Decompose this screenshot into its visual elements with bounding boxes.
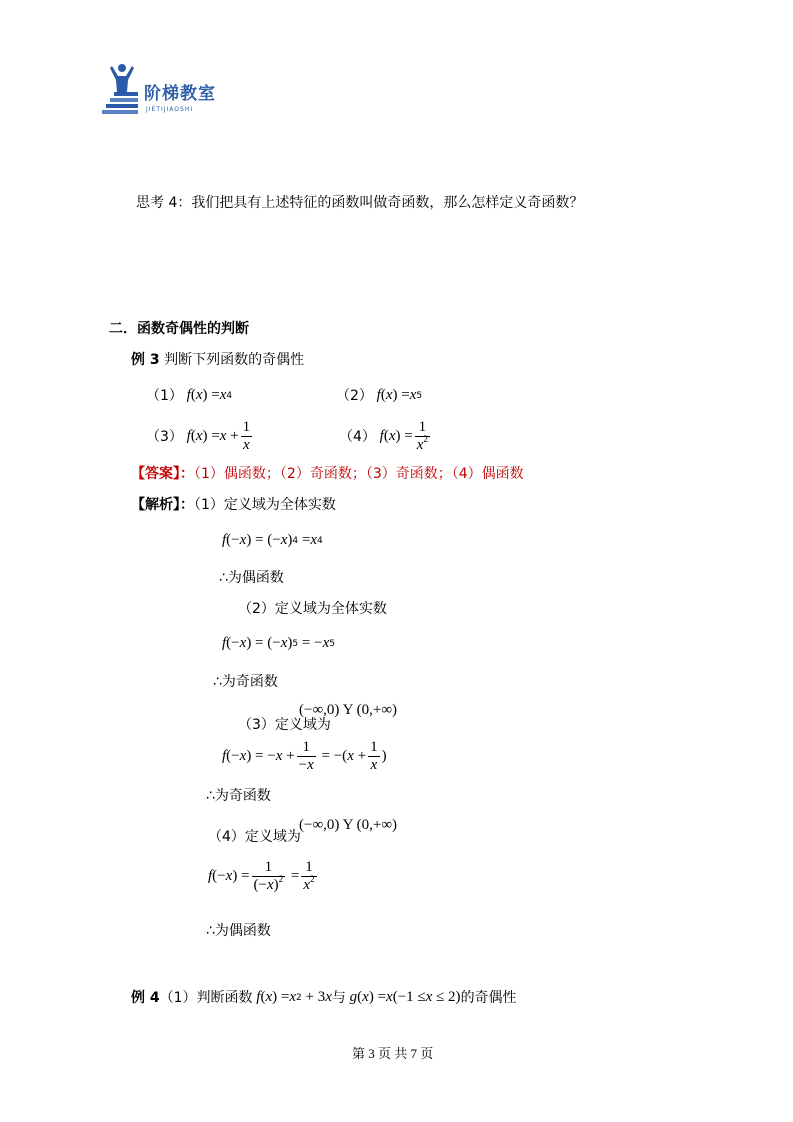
item-4: （4） f ( x ) = $\frac{1}{x^2}$ [339, 419, 428, 453]
analysis-step2: （2）定义域为全体实数 [238, 601, 387, 617]
logo [100, 62, 230, 122]
item-2: （2） f ( x ) = x 5 [336, 387, 423, 404]
conclusion-2: ∴为奇函数 [213, 674, 278, 690]
logo-subtitle: JIETIJIAOSHI [146, 106, 194, 113]
formula-2: f (− x ) = (− x ) 5 = − x 5 [222, 635, 335, 651]
domain-4: (−∞,0) Υ (0,+∞) [299, 817, 398, 833]
conclusion-3: ∴为奇函数 [206, 788, 271, 804]
analysis-line [131, 498, 336, 512]
page-footer: 第 3 页 共 7 页 [352, 1046, 434, 1061]
example3-label: 例 3 [131, 352, 160, 368]
analysis-step3: （3）定义域为 [238, 717, 331, 733]
logo-text: 阶梯教室 [144, 84, 216, 104]
logo-mark [100, 62, 140, 118]
conclusion-1: ∴为偶函数 [219, 570, 284, 586]
domain-3: (−∞,0) Υ (0,+∞) [299, 702, 398, 718]
item-1: （1） f ( x ) = x 4 [146, 387, 233, 404]
conclusion-4: ∴为偶函数 [206, 923, 271, 939]
item-3: （3） f ( x ) = x + $\frac{1}{x}$ [146, 419, 251, 453]
analysis-step4: （4）定义域为 [208, 829, 301, 845]
answer-text: （1）偶函数；（2）奇函数；（3）奇函数；（4）偶函数 [194, 466, 524, 482]
answer-label: 【答案】： [131, 466, 194, 482]
analysis-label: 【解析】： [131, 497, 194, 513]
example4-line: 例 4 （1）判断函数 f ( x ) = x 2 + 3 x 与 g ( x ) = x (−1 ≤ x ≤ 2) 的奇偶性 [131, 989, 517, 1006]
analysis-step1: （1）定义域为全体实数 [194, 497, 336, 513]
example4-label: 例 4 [131, 989, 160, 1006]
section-title: 二．函数奇偶性的判断 [109, 321, 249, 337]
example3-heading [131, 353, 304, 367]
example3-title: 判断下列函数的奇偶性 [164, 352, 305, 368]
formula-4: f (− x ) = $\frac{1}{(-x)^2}$ = $\frac{1}{x^2}$ [208, 859, 315, 893]
example4-suffix: 的奇偶性 [460, 989, 517, 1006]
formula-3: f (− x ) = − x + $\frac{1}{-x}$ = −( x + $\frac{1}{x}$ ) [222, 739, 387, 773]
example4-mid: 与 [331, 989, 346, 1006]
answer-line [131, 467, 524, 481]
example4-prefix: （1）判断函数 [159, 989, 253, 1006]
think4-text: 思考 4：我们把具有上述特征的函数叫做奇函数，那么怎样定义奇函数？ [136, 195, 584, 211]
formula-1: f (− x ) = (− x ) 4 = x 4 [222, 532, 323, 548]
